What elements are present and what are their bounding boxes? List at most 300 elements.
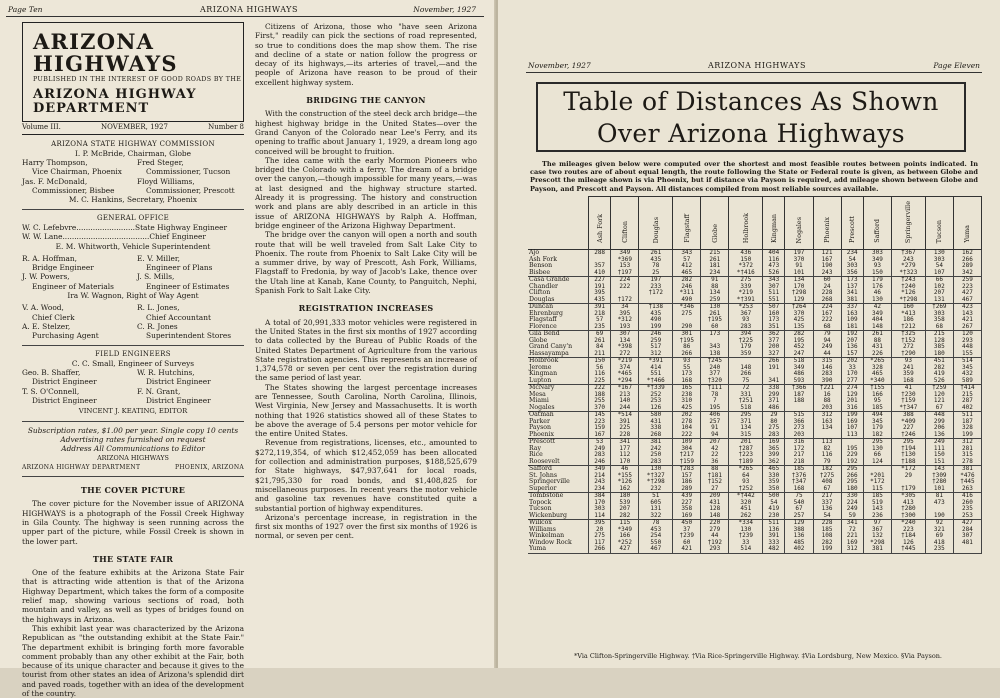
town-name: Window Rock [528, 540, 589, 547]
distance-cell: †240 [891, 284, 925, 291]
distance-cell: 102 [925, 284, 953, 291]
distance-cell: 199 [639, 324, 673, 331]
distance-cell: 244 [611, 405, 639, 412]
town-name: Casa Grande [528, 277, 589, 284]
distance-cell: †192 [701, 540, 729, 547]
distance-cell: †366 [785, 385, 813, 392]
name-pair [22, 186, 244, 195]
distance-cell: 345 [953, 365, 981, 372]
distance-cell: 233 [639, 284, 673, 291]
name-pair [22, 177, 244, 186]
distance-cell: 349 [589, 466, 611, 473]
distance-cell: 180 [925, 351, 953, 358]
distance-cell: 381 [841, 297, 863, 304]
distance-cell: 134 [785, 277, 813, 284]
distance-cell: 180 [841, 486, 863, 493]
distance-cell: 234 [701, 270, 729, 277]
distance-cell: 262 [729, 513, 763, 520]
distance-cell: †269 [925, 304, 953, 311]
distance-cell: 453 [639, 527, 673, 534]
distance-cell: 116 [763, 257, 785, 264]
distance-cell: 68 [925, 324, 953, 331]
distance-cell: 395 [589, 520, 611, 527]
distance-cell: 132 [863, 533, 891, 540]
distance-cell: †181 [701, 473, 729, 480]
pair-left: T. S. O'Connell, [22, 386, 80, 396]
distance-cell: †325 [891, 331, 925, 338]
distance-cell: 266 [763, 358, 785, 365]
distance-cell: 42 [863, 304, 891, 311]
distance-cell: 228 [611, 432, 639, 439]
address-city: PHOENIX, ARIZONA [175, 463, 244, 471]
distance-cell: 404 [763, 250, 785, 257]
distance-cell: 551 [639, 371, 673, 378]
distance-cell: 316 [841, 405, 863, 412]
distance-cell: †172 [639, 290, 673, 297]
distance-cell: 299 [925, 419, 953, 426]
distance-cell: 221 [841, 533, 863, 540]
distance-cell: 176 [863, 284, 891, 291]
distance-cell: †152 [891, 338, 925, 345]
distance-cell: 151 [925, 459, 953, 466]
distance-cell: †347 [785, 479, 813, 486]
distance-cell: 227 [673, 500, 701, 507]
pair-right: District Engineer [146, 396, 211, 406]
distance-cell: 481 [953, 540, 981, 547]
table-title-line-1: Table of Distances As Shown [563, 87, 939, 116]
general-office-engineers [22, 254, 244, 291]
distance-cell: 44 [813, 351, 841, 358]
distance-cell: 42 [701, 446, 729, 453]
distance-cell: †280 [891, 506, 925, 513]
distance-cell: 54 [925, 263, 953, 270]
distance-cell: 199 [813, 546, 841, 553]
town-name: Grand Cany'n [528, 344, 589, 351]
distance-cell: 482 [763, 546, 785, 553]
town-name: Phoenix [528, 432, 589, 439]
column-header [891, 197, 925, 250]
distance-cell: †221 [813, 385, 841, 392]
distance-cell: 195 [701, 405, 729, 412]
distance-cell: 349 [863, 311, 891, 318]
distance-cell: 394 [729, 331, 763, 338]
distance-cell: 425 [673, 405, 701, 412]
distance-cell: 51 [639, 493, 673, 500]
distance-cell: 490 [639, 317, 673, 324]
distance-cell: 331 [729, 392, 763, 399]
distance-cell: 253 [953, 513, 981, 520]
distance-cell: 179 [863, 277, 891, 284]
distance-cell: 243 [891, 257, 925, 264]
distance-cell: †111 [701, 385, 729, 392]
distance-cell: 249 [925, 439, 953, 446]
editor-line: VINCENT J. KEATING, EDITOR [78, 407, 188, 416]
left-page-number: Page Ten [8, 5, 43, 14]
column-header [701, 197, 729, 250]
pair-left: Commissioner, Bisbee [32, 186, 115, 196]
distance-cell: 37 [673, 527, 701, 534]
town-name: Williams [528, 527, 589, 534]
distance-cell: 56 [589, 365, 611, 372]
volume-row [22, 121, 244, 134]
column-header-label: Safford [873, 219, 882, 243]
commission-heading: ARIZONA STATE HIGHWAY COMMISSION [51, 139, 215, 148]
distance-cell: 272 [891, 344, 925, 351]
distance-cell: 143 [863, 506, 891, 513]
distance-cell: 408 [813, 479, 841, 486]
distance-cell: 289 [673, 486, 701, 493]
distance-cell: 128 [925, 338, 953, 345]
distance-cell: 374 [611, 365, 639, 372]
distance-cell: *†347 [891, 405, 925, 412]
distance-cell: 511 [763, 520, 785, 527]
town-name: Yuma [528, 546, 589, 553]
distance-cell: 163 [813, 419, 841, 426]
distance-cell: 93 [891, 358, 925, 365]
name-pair [22, 368, 244, 377]
distance-cell: 168 [673, 378, 701, 385]
column-header [763, 197, 785, 250]
distance-cell: 540 [785, 500, 813, 507]
distance-cell: 330 [763, 473, 785, 480]
masthead-department: ARIZONA HIGHWAY DEPARTMENT [33, 87, 197, 117]
distance-cell: 129 [785, 297, 813, 304]
left-running-header [0, 3, 496, 17]
distance-cell: 310 [673, 398, 701, 405]
distance-cell: 134 [813, 425, 841, 432]
distance-cell: 150 [863, 270, 891, 277]
pair-left: A. E. Stelzer, [22, 321, 71, 331]
pair-left: Chief Clerk [32, 312, 75, 322]
distance-cell: 222 [611, 284, 639, 291]
distance-cell: 109 [673, 439, 701, 446]
distance-cell: 377 [701, 371, 729, 378]
distance-cell: 358 [925, 317, 953, 324]
distance-table [528, 196, 982, 554]
distance-cell: 452 [785, 344, 813, 351]
distance-cell: 246 [589, 459, 611, 466]
distance-cell: 207 [841, 338, 863, 345]
distance-cell: 130 [863, 297, 891, 304]
distance-cell: 315 [953, 452, 981, 459]
pair-right: Floyd Williams, [137, 176, 195, 186]
distance-cell: *†466 [639, 378, 673, 385]
distance-cell: 580 [639, 412, 673, 419]
distance-cell: 97 [863, 520, 891, 527]
distance-cell: 169 [673, 513, 701, 520]
distance-cell: 159 [589, 425, 611, 432]
distance-cell: 177 [611, 446, 639, 453]
issue-date: NOVEMBER, 1927 [101, 123, 168, 132]
distance-cell: †298 [785, 290, 813, 297]
distance-cell: 157 [673, 473, 701, 480]
distance-cell: 391 [589, 304, 611, 311]
distance-cell: 182 [863, 432, 891, 439]
distance-cell: 215 [925, 331, 953, 338]
distance-cell: 202 [673, 412, 701, 419]
distance-cell: 195 [841, 446, 863, 453]
pair-left: Harry Thompson, [22, 158, 88, 168]
distance-cell: 337 [841, 304, 863, 311]
right-page-number: Page Eleven [933, 61, 980, 70]
distance-cell: 160 [763, 311, 785, 318]
distance-cell: *514 [611, 412, 639, 419]
distance-cell: 185 [863, 493, 891, 500]
distance-cell: 243 [589, 479, 611, 486]
distance-cell: 356 [841, 270, 863, 277]
distance-cell: †212 [891, 324, 925, 331]
distance-cell: 170 [589, 500, 611, 507]
distance-cell: 465 [763, 466, 785, 473]
distance-cell: 357 [589, 263, 611, 270]
distance-cell: 60 [813, 277, 841, 284]
distance-cell: 249 [813, 344, 841, 351]
distance-cell: 213 [611, 392, 639, 399]
right-page [498, 0, 1000, 668]
table-intro-text: The mileages given below were computed over the shortest and most feasible routes between points indicated. In case two routes are of about equal length, the route following the State or Federal route is given, as between Globe and Prescott the mileage shown is via Phoenix, but if distance via Payson is required, add mileage shown between Globe and Payson, and Prescott and Payson. All distances compiled from most reliable sources available. [530, 160, 978, 193]
distance-cell: †138 [639, 304, 673, 311]
distance-cell: 67 [813, 486, 841, 493]
divider [22, 345, 244, 346]
distance-cell: 266 [841, 473, 863, 480]
distance-cell: 78 [701, 392, 729, 399]
distance-cell: 92 [925, 520, 953, 527]
distance-cell: 215 [953, 392, 981, 399]
distance-cell: 143 [925, 466, 953, 473]
distance-cell: 179 [863, 425, 891, 432]
distance-cell: †259 [925, 385, 953, 392]
distance-cell: 101 [925, 486, 953, 493]
distance-cell: 155 [953, 351, 981, 358]
distance-cell: 517 [639, 344, 673, 351]
name-pair [22, 377, 244, 386]
distance-cell: 33 [841, 365, 863, 372]
distance-cell: 518 [729, 405, 763, 412]
distance-cell: 25 [639, 270, 673, 277]
distance-cell: 249 [589, 446, 611, 453]
distance-cell: 254 [639, 533, 673, 540]
distance-cell: 170 [611, 459, 639, 466]
distance-cell: 191 [589, 284, 611, 291]
town-name: Benson [528, 263, 589, 270]
distance-cell: 120 [925, 392, 953, 399]
distance-cell: 116 [589, 371, 611, 378]
distance-cell: 273 [785, 425, 813, 432]
vehicle-superintendent: E. M. Whitworth, Vehicle Superintendent [55, 241, 211, 251]
distance-cell: 295 [841, 479, 863, 486]
distance-cell: 34 [611, 304, 639, 311]
advertising-rates: Advertising rates furnished on request [60, 434, 206, 444]
distance-cell: 243 [813, 270, 841, 277]
distance-cell: 337 [813, 500, 841, 507]
distance-cell: 371 [729, 419, 763, 426]
town-name: Jerome [528, 365, 589, 372]
state-fair-para-1: One of the feature exhibits at the Arizona State Fair that is attracting wide attention is that of the Arizona Highway Department, which takes the form of a composite relief map, showing various sections of road, both mountain and valley, as well as types of bridges found on the highways in Arizona. [22, 568, 244, 624]
distance-cell: 312 [813, 412, 841, 419]
distance-cell: *†339 [639, 385, 673, 392]
left-column-2 [255, 22, 477, 541]
distance-cell: 57 [589, 317, 611, 324]
distance-cell: 22 [701, 452, 729, 459]
distance-cell: 193 [611, 324, 639, 331]
distance-cell: 128 [701, 506, 729, 513]
distance-cell: 365 [763, 446, 785, 453]
distance-cell: 473 [925, 500, 953, 507]
distance-cell: 121 [925, 398, 953, 405]
distance-cell: 130 [701, 304, 729, 311]
distance-cell: *334 [729, 520, 763, 527]
distance-cell: 307 [763, 284, 785, 291]
distance-cell: 359 [891, 371, 925, 378]
distance-cell: 113 [813, 439, 841, 446]
distance-cell: 215 [701, 250, 729, 257]
distance-cell: 312 [953, 439, 981, 446]
distance-cell: 91 [785, 263, 813, 270]
town-name: Miami [528, 398, 589, 405]
distance-cell: *409 [891, 419, 925, 426]
issue-number: Number 8 [208, 123, 244, 132]
left-header-rule [6, 16, 484, 17]
distance-cell: 486 [785, 371, 813, 378]
distance-cell: 214 [589, 473, 611, 480]
distance-cell: *155 [611, 473, 639, 480]
distance-cell: †195 [701, 317, 729, 324]
distance-cell: 367 [863, 527, 891, 534]
distance-cell: †243 [891, 277, 925, 284]
distance-cell: 136 [841, 344, 863, 351]
distance-cell: 150 [729, 257, 763, 264]
distance-cell: 267 [953, 324, 981, 331]
distance-cell: 261 [863, 331, 891, 338]
distance-cell: 88 [863, 338, 891, 345]
name-pair [22, 282, 244, 291]
distance-cell: 349 [863, 257, 891, 264]
distance-cell: 312 [639, 351, 673, 358]
distance-cell: *†391 [729, 297, 763, 304]
distance-cell: †172 [611, 297, 639, 304]
distance-cell: 129 [785, 520, 813, 527]
town-name: Kingman [528, 371, 589, 378]
distance-cell: 303 [925, 311, 953, 318]
distance-cell: 68 [813, 324, 841, 331]
distance-cell: 29 [763, 412, 785, 419]
distance-cell: 467 [953, 297, 981, 304]
distance-cell: 250 [639, 452, 673, 459]
distance-cell: 266 [589, 546, 611, 553]
distance-cell: 246 [673, 284, 701, 291]
distance-cell: 274 [841, 385, 863, 392]
distance-cell: 288 [589, 250, 611, 257]
distance-cell: †252 [729, 486, 763, 493]
distance-cell: 168 [785, 486, 813, 493]
distance-cell: 399 [763, 452, 785, 459]
column-header [589, 197, 611, 250]
distance-cell: 338 [763, 385, 785, 392]
distance-cell: 390 [813, 378, 841, 385]
distance-cell: 173 [841, 277, 863, 284]
distance-table-header [528, 197, 982, 250]
distance-cell: 163 [841, 311, 863, 318]
distance-cell: 117 [589, 540, 611, 547]
distance-cell: 54 [813, 513, 841, 520]
distance-cell: 312 [841, 546, 863, 553]
distance-cell: 53 [589, 439, 611, 446]
distance-cell: *305 [891, 493, 925, 500]
distance-cell: *279 [891, 263, 925, 270]
distance-cell: 435 [639, 257, 673, 264]
distance-cell: 226 [863, 351, 891, 358]
distance-cell: 218 [589, 311, 611, 318]
column-header-label: Clifton [620, 221, 629, 243]
distance-cell: 350 [763, 486, 785, 493]
distance-cell: 436 [729, 250, 763, 257]
distance-cell: 351 [763, 324, 785, 331]
pair-right: Engineer of Plans [146, 263, 213, 273]
distance-cell: 338 [639, 425, 673, 432]
distance-cell: 358 [673, 506, 701, 513]
distance-cell: 275 [729, 277, 763, 284]
distance-cell: 371 [763, 398, 785, 405]
column-header [611, 197, 639, 250]
distance-cell: 282 [785, 331, 813, 338]
town-name: Wickenburg [528, 513, 589, 520]
office-line: W. W. Lane.....................................Chief Engineer [22, 232, 206, 242]
cover-picture-text: The cover picture for the November issue of ARIZONA HIGHWAYS is a photograph of the Fossil Creek Highway in Gila County. The highway is seen running across the upper part of the picture, while Fossil Creek is shown in the lower part. [22, 499, 244, 546]
distance-cell: 207 [701, 439, 729, 446]
distance-cell: 550 [639, 540, 673, 547]
distance-cell: *240 [891, 520, 925, 527]
pair-right: Commissioner, Prescott [146, 186, 235, 196]
column-header-label: Flagstaff [682, 214, 691, 243]
distance-cell: 304 [673, 446, 701, 453]
town-name: Topock [528, 500, 589, 507]
distance-cell: 299 [763, 392, 785, 399]
table-corner [528, 197, 589, 250]
distance-cell: 136 [813, 506, 841, 513]
distance-cell: 93 [673, 358, 701, 365]
surveys-engineer: C. C. Small, Engineer of Surveys [71, 358, 195, 368]
column-header-label: Douglas [651, 216, 660, 243]
distance-cell: 179 [729, 344, 763, 351]
distance-cell: 289 [953, 263, 981, 270]
distance-cell: 589 [953, 378, 981, 385]
distance-cell: 343 [763, 277, 785, 284]
distance-cell: 185 [785, 466, 813, 473]
distance-cell [953, 546, 981, 553]
distance-cell: 315 [813, 358, 841, 365]
distance-cell: †188 [891, 459, 925, 466]
town-name: Ajo [528, 250, 589, 257]
town-name: Douglas [528, 297, 589, 304]
distance-cell: 222 [813, 317, 841, 324]
distance-cell: 418 [925, 540, 953, 547]
distance-cell: 78 [639, 520, 673, 527]
distance-cell: 362 [763, 459, 785, 466]
town-name: Tombstone [528, 493, 589, 500]
distance-cell: †290 [891, 351, 925, 358]
distance-cell: 197 [785, 250, 813, 257]
distance-cell: 116 [813, 452, 841, 459]
distance-cell: 94 [701, 432, 729, 439]
town-name: Oatman [528, 412, 589, 419]
distance-cell: 121 [813, 250, 841, 257]
town-name: Payson [528, 425, 589, 432]
distance-cell: 275 [673, 311, 701, 318]
distance-cell: 490 [673, 297, 701, 304]
distance-cell: 328 [953, 425, 981, 432]
distance-cell: 307 [953, 533, 981, 540]
distance-cell: 388 [891, 412, 925, 419]
